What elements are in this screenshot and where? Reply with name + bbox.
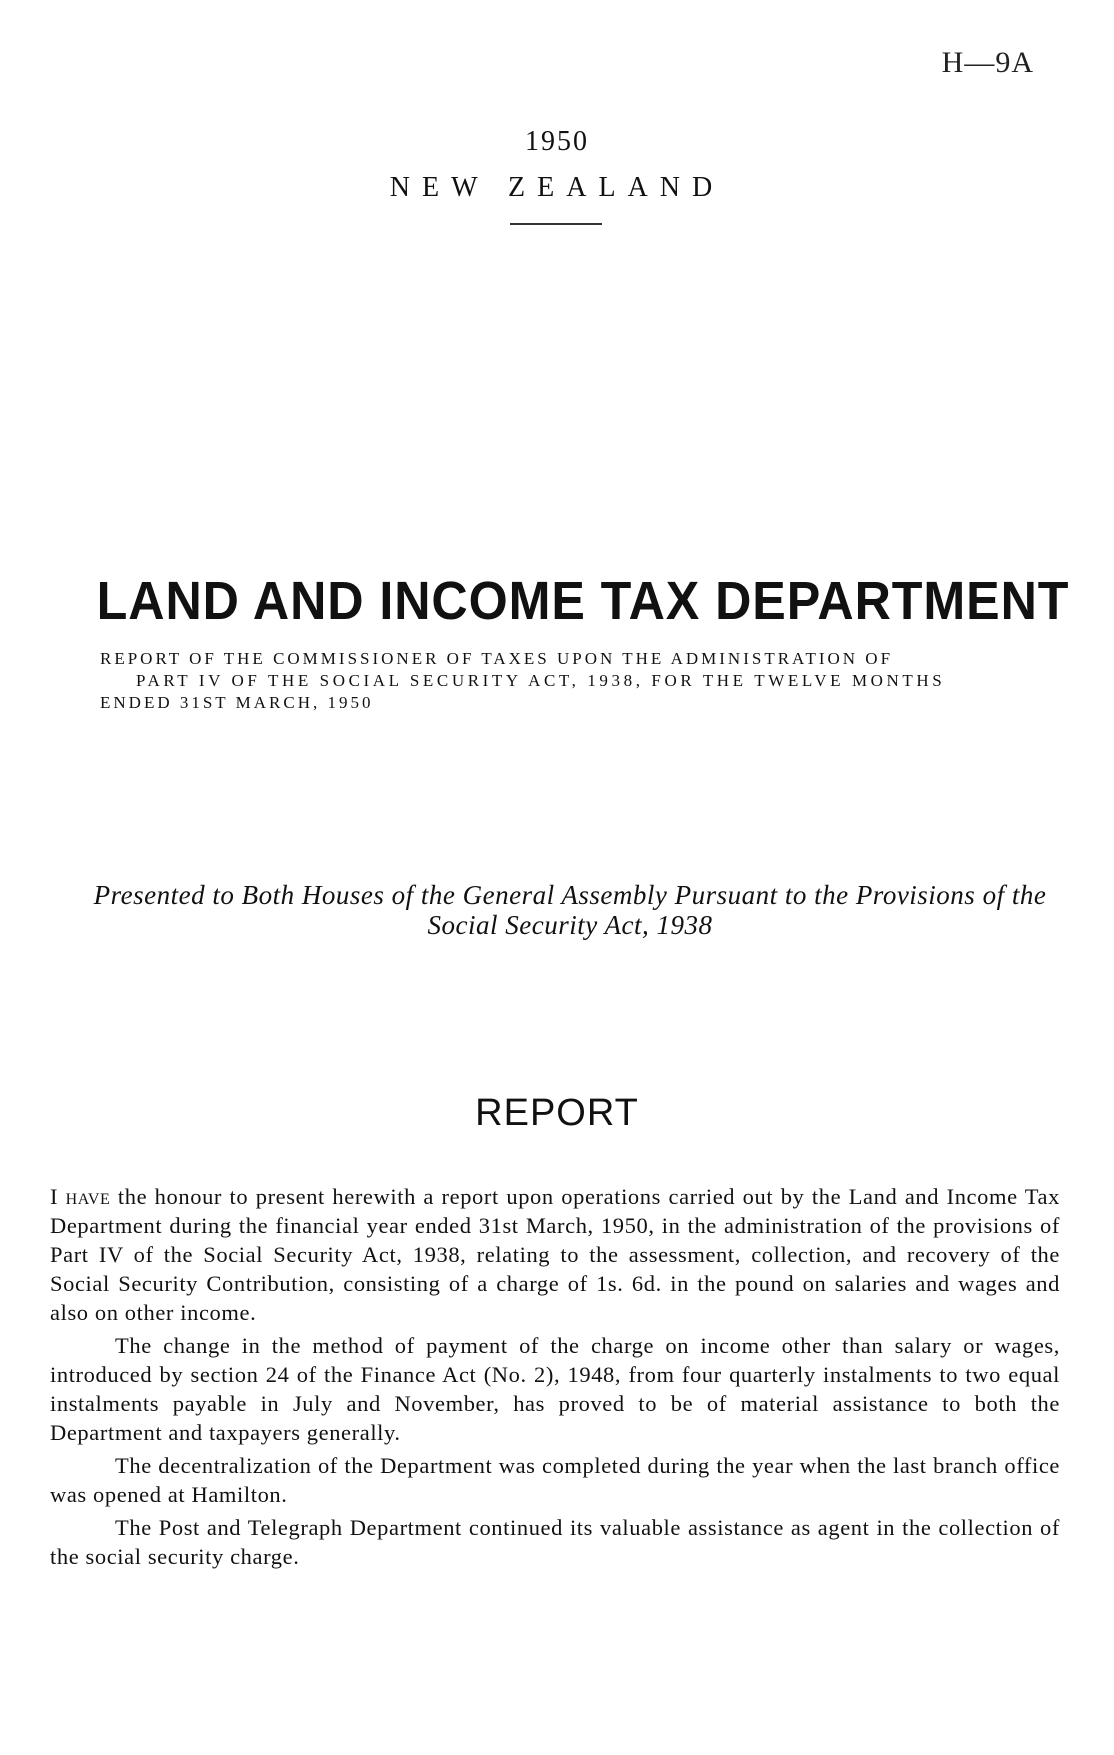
subtitle-line-2: PART IV OF THE SOCIAL SECURITY ACT, 1938, FOR THE TWELVE MONTHS <box>136 671 946 690</box>
header-divider <box>510 223 602 225</box>
paragraph-1-text: the honour to present herewith a report upon operations carried out by the Land and Income Tax Department during the financial year ended 31st March, 1950, in the administration of the provisions of Part IV of the Social Security Act, 1938, relating to the assessment, collection, and recovery of the Social Security Contribution, consisting of a charge of 1s. 6d. in the pound on salaries and wages and also on other income. <box>50 1184 1060 1325</box>
report-paragraph-1 <box>50 1182 1060 1327</box>
report-paragraph-4: The Post and Telegraph Department continued its valuable assistance as agent in the collection of the social security charge. <box>50 1515 1060 1569</box>
report-subtitle <box>100 648 1060 714</box>
presented-statement: Presented to Both Houses of the General Assembly Pursuant to the Provisions of the Social Security Act, 1938 <box>93 880 1047 940</box>
country-heading: NEW ZEALAND <box>389 172 725 203</box>
report-paragraph-2: The change in the method of payment of the charge on income other than salary or wages, introduced by section 24 of the Finance Act (No. 2), 1948, from four quarterly instalments to two equal instalments payable in July and November, has proved to be of material assistance to both the Department and taxpayers generally. <box>50 1333 1060 1445</box>
subtitle-line-3: ENDED 31ST MARCH, 1950 <box>100 693 374 712</box>
report-paragraph-3: The decentralization of the Department was completed during the year when the last branch office was opened at Hamilton. <box>50 1453 1060 1507</box>
department-title: LAND AND INCOME TAX DEPARTMENT <box>96 571 1070 631</box>
report-heading: REPORT <box>475 1092 639 1134</box>
document-year: 1950 <box>525 126 589 157</box>
page-reference: H—9A <box>941 46 1034 79</box>
report-body <box>50 1182 1060 1575</box>
subtitle-line-1: REPORT OF THE COMMISSIONER OF TAXES UPON THE ADMINISTRATION OF <box>100 649 894 668</box>
paragraph-lead: I have <box>50 1184 111 1209</box>
